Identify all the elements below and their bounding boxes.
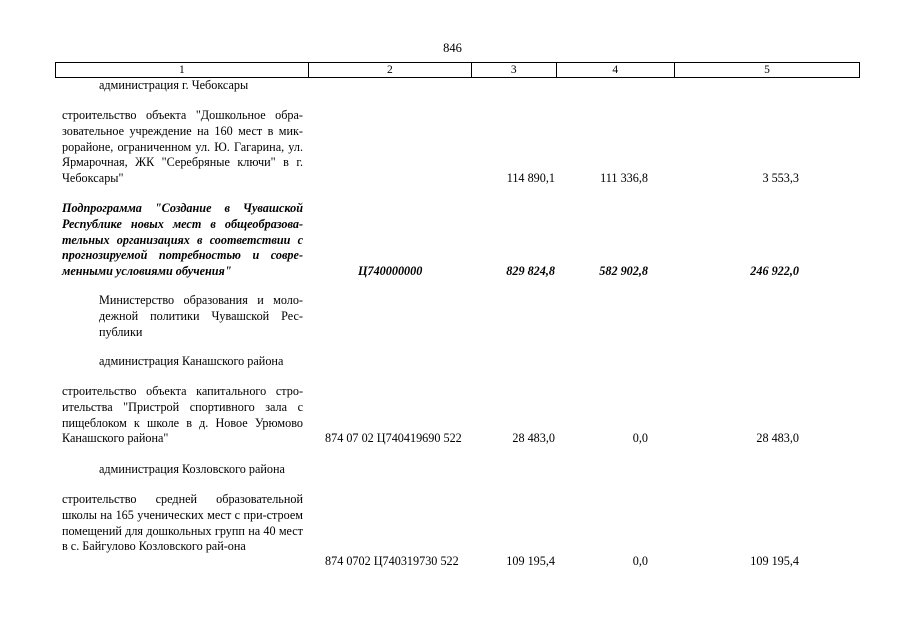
row-sports-hall-description: строительство объекта капитального стро-ительства "Пристрой спортивного зала с пищеблоком к школе в д. Новое Урюмово Канашского района" [62, 384, 303, 446]
row-school-code: 874 0702 Ц740319730 522 [325, 554, 459, 568]
row-sports-hall-code: 874 07 02 Ц740419690 522 [325, 431, 462, 445]
row-school-value-4: 0,0 [632, 554, 648, 568]
row-subprogram-code: Ц740000000 [358, 264, 423, 278]
row-subprogram-value-4: 582 902,8 [599, 264, 648, 278]
column-header-2: 2 [309, 63, 472, 77]
page-number: 846 [443, 41, 462, 55]
column-header-4: 4 [557, 63, 675, 77]
row-sports-hall-value-5: 28 483,0 [756, 431, 799, 445]
row-kindergarten-value-5: 3 553,3 [762, 171, 799, 185]
row-sports-hall-value-4: 0,0 [632, 431, 648, 445]
row-sports-hall-value-3: 28 483,0 [512, 431, 555, 445]
row-ministry-education: Министерство образования и моло-дежной политики Чувашской Рес-публики [99, 293, 303, 339]
row-administration-kanash: администрация Канашского района [99, 354, 284, 368]
row-administration-kozlovka: администрация Козловского района [99, 462, 285, 476]
row-subprogram-value-3: 829 824,8 [506, 264, 555, 278]
column-header-5: 5 [764, 64, 770, 76]
row-school-value-3: 109 195,4 [506, 554, 555, 568]
column-header-1: 1 [56, 63, 309, 77]
row-school-description: строительство средней образовательной школы на 165 ученических мест с при-строем помещений для дошкольных групп на 40 мест в с. Байгулово Козловского рай-она [62, 492, 303, 554]
row-subprogram-value-5: 246 922,0 [750, 264, 799, 278]
row-kindergarten-description: строительство объекта "Дошкольное обра-зовательное учреждение на 160 мест в мик-рорайоне, ограниченном ул. Ю. Гагарина, ул. Ярмарочная, ЖК "Серебряные ключи" в г. Чебоксары" [62, 108, 303, 186]
table-header-row [55, 62, 860, 78]
row-school-value-5: 109 195,4 [750, 554, 799, 568]
row-administration-cheboksary: администрация г. Чебоксары [99, 78, 249, 92]
column-header-3: 3 [472, 63, 557, 77]
row-kindergarten-value-3: 114 890,1 [506, 171, 555, 185]
row-kindergarten-value-4: 111 336,8 [600, 171, 648, 185]
row-subprogram-title: Подпрограмма "Создание в Чувашской Республике новых мест в общеобразова-тельных организациях в соответствии с прогнозируемой потребностью и совре-менными условиями обучения" [62, 201, 303, 279]
